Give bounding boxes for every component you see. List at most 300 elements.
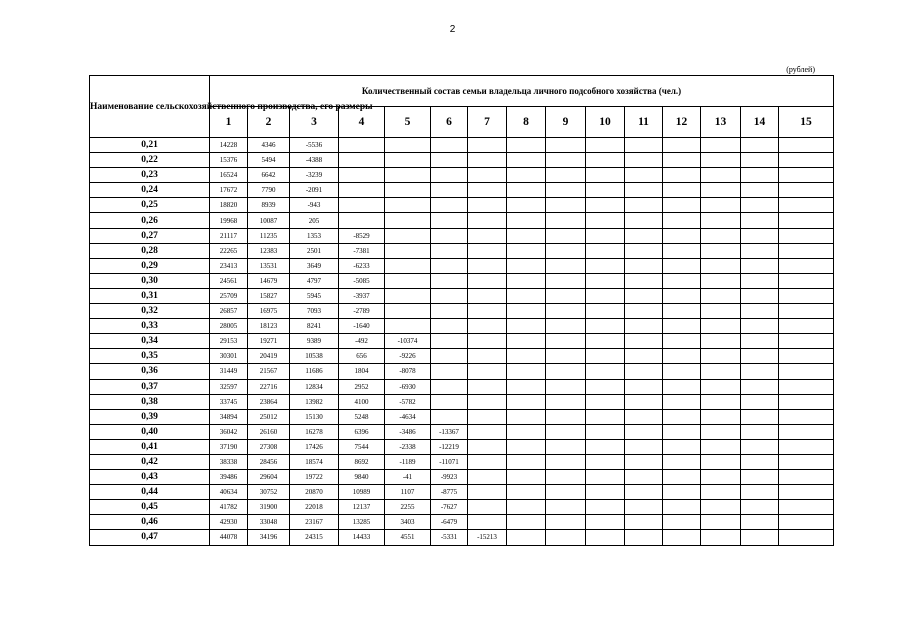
row-label: 0,39 — [90, 409, 210, 424]
table-cell — [779, 454, 834, 469]
table-cell — [779, 394, 834, 409]
table-cell — [625, 485, 663, 500]
table-cell: 18574 — [290, 454, 339, 469]
table-cell — [625, 304, 663, 319]
table-cell — [507, 379, 546, 394]
table-cell — [625, 334, 663, 349]
table-cell: 20419 — [248, 349, 290, 364]
table-cell: 34196 — [248, 530, 290, 545]
table-cell — [701, 243, 741, 258]
table-cell — [663, 500, 701, 515]
column-number-header: 7 — [468, 107, 507, 138]
table-cell — [741, 183, 779, 198]
column-number-header: 9 — [546, 107, 586, 138]
table-cell: 4551 — [385, 530, 431, 545]
table-cell — [663, 515, 701, 530]
table-cell — [663, 288, 701, 303]
row-label: 0,44 — [90, 485, 210, 500]
table-cell — [779, 439, 834, 454]
table-cell: 23413 — [210, 258, 248, 273]
table-cell — [741, 394, 779, 409]
table-cell — [385, 319, 431, 334]
table-cell — [741, 439, 779, 454]
table-cell: 28456 — [248, 454, 290, 469]
table-cell — [663, 409, 701, 424]
table-cell — [741, 243, 779, 258]
table-cell — [663, 213, 701, 228]
table-row — [90, 349, 834, 364]
table-cell — [586, 500, 625, 515]
table-cell: 19271 — [248, 334, 290, 349]
table-cell — [625, 409, 663, 424]
table-cell: -3937 — [339, 288, 385, 303]
table-cell: 44078 — [210, 530, 248, 545]
table-cell: 14228 — [210, 138, 248, 153]
table-cell — [507, 485, 546, 500]
table-cell — [779, 304, 834, 319]
table-cell — [431, 364, 468, 379]
table-cell — [385, 228, 431, 243]
table-cell: 16278 — [290, 424, 339, 439]
table-cell — [431, 213, 468, 228]
table-cell — [507, 258, 546, 273]
table-cell: 7544 — [339, 439, 385, 454]
table-cell — [625, 243, 663, 258]
table-cell — [468, 258, 507, 273]
column-number-header: 10 — [586, 107, 625, 138]
table-cell — [779, 153, 834, 168]
table-cell — [741, 198, 779, 213]
table-cell — [431, 304, 468, 319]
row-label: 0,38 — [90, 394, 210, 409]
table-cell — [586, 454, 625, 469]
table-cell — [741, 424, 779, 439]
table-cell: 18820 — [210, 198, 248, 213]
table-cell: 30752 — [248, 485, 290, 500]
table-cell: -15213 — [468, 530, 507, 545]
table-cell — [701, 470, 741, 485]
table-cell: -3239 — [290, 168, 339, 183]
unit-label: (рублей) — [786, 65, 815, 74]
table-cell — [586, 424, 625, 439]
row-label: 0,33 — [90, 319, 210, 334]
table-cell — [663, 349, 701, 364]
table-row — [90, 168, 834, 183]
table-cell — [546, 500, 586, 515]
table-cell — [385, 168, 431, 183]
table-cell — [701, 379, 741, 394]
table-cell: -5331 — [431, 530, 468, 545]
table-cell — [468, 138, 507, 153]
table-cell — [663, 183, 701, 198]
table-cell: 2952 — [339, 379, 385, 394]
table-cell — [741, 334, 779, 349]
row-label: 0,40 — [90, 424, 210, 439]
table-cell — [701, 198, 741, 213]
table-cell: 24315 — [290, 530, 339, 545]
table-cell — [431, 153, 468, 168]
table-cell: 32597 — [210, 379, 248, 394]
table-cell: 40634 — [210, 485, 248, 500]
table-cell — [431, 138, 468, 153]
table-cell: 205 — [290, 213, 339, 228]
table-cell — [507, 153, 546, 168]
table-cell — [625, 379, 663, 394]
table-cell — [701, 485, 741, 500]
table-cell: 38338 — [210, 454, 248, 469]
name-column-header: Наименование сельскохозяйственного производства, его размеры — [90, 76, 210, 138]
table-cell: 18123 — [248, 319, 290, 334]
table-cell — [431, 168, 468, 183]
table-cell — [701, 394, 741, 409]
table-cell — [468, 334, 507, 349]
table-cell — [625, 439, 663, 454]
table-cell — [546, 530, 586, 545]
table-cell — [741, 364, 779, 379]
table-cell — [546, 198, 586, 213]
table-row — [90, 304, 834, 319]
table-cell — [431, 183, 468, 198]
table-cell — [741, 288, 779, 303]
table-cell: 17426 — [290, 439, 339, 454]
table-cell — [507, 288, 546, 303]
table-cell — [663, 364, 701, 379]
table-cell — [546, 183, 586, 198]
table-cell: 29153 — [210, 334, 248, 349]
table-cell — [663, 439, 701, 454]
row-label: 0,42 — [90, 454, 210, 469]
table-cell — [586, 379, 625, 394]
table-cell — [468, 288, 507, 303]
table-cell — [586, 439, 625, 454]
table-cell: 16524 — [210, 168, 248, 183]
row-label: 0,26 — [90, 213, 210, 228]
table-cell — [779, 243, 834, 258]
table-cell — [431, 349, 468, 364]
table-cell: 15376 — [210, 153, 248, 168]
table-cell — [586, 394, 625, 409]
column-number-header: 12 — [663, 107, 701, 138]
table-cell — [468, 364, 507, 379]
table-cell — [779, 530, 834, 545]
row-label: 0,35 — [90, 349, 210, 364]
table-cell — [663, 394, 701, 409]
table-cell — [546, 334, 586, 349]
row-label: 0,24 — [90, 183, 210, 198]
table-cell: 5494 — [248, 153, 290, 168]
table-cell — [741, 304, 779, 319]
table-cell: 14679 — [248, 273, 290, 288]
table-cell — [663, 198, 701, 213]
table-cell — [701, 183, 741, 198]
table-cell: 14433 — [339, 530, 385, 545]
table-cell — [741, 409, 779, 424]
table-cell — [663, 243, 701, 258]
table-cell: -5536 — [290, 138, 339, 153]
table-cell — [741, 349, 779, 364]
table-cell: 39486 — [210, 470, 248, 485]
table-cell — [431, 334, 468, 349]
column-number-header: 11 — [625, 107, 663, 138]
table-cell — [339, 183, 385, 198]
table-cell — [339, 213, 385, 228]
table-row — [90, 273, 834, 288]
table-cell — [663, 319, 701, 334]
table-cell — [546, 138, 586, 153]
table-cell — [507, 168, 546, 183]
table-cell — [507, 138, 546, 153]
table-cell — [385, 198, 431, 213]
table-cell — [546, 213, 586, 228]
table-cell — [586, 228, 625, 243]
table-cell: -10374 — [385, 334, 431, 349]
table-cell — [741, 379, 779, 394]
table-row — [90, 198, 834, 213]
table-cell — [586, 364, 625, 379]
table-cell — [741, 213, 779, 228]
table-cell — [507, 454, 546, 469]
table-cell — [546, 168, 586, 183]
table-cell: 10989 — [339, 485, 385, 500]
table-cell — [586, 138, 625, 153]
table-cell — [663, 273, 701, 288]
table-cell: 11686 — [290, 364, 339, 379]
table-cell — [663, 304, 701, 319]
table-cell — [701, 424, 741, 439]
table-row — [90, 485, 834, 500]
table-cell — [701, 304, 741, 319]
table-cell — [339, 138, 385, 153]
table-cell: 23167 — [290, 515, 339, 530]
table-cell: 4100 — [339, 394, 385, 409]
table-cell — [663, 470, 701, 485]
table-cell — [431, 273, 468, 288]
table-cell: -492 — [339, 334, 385, 349]
table-row — [90, 138, 834, 153]
table-cell — [468, 319, 507, 334]
table-cell — [546, 394, 586, 409]
table-cell: 20870 — [290, 485, 339, 500]
table-cell — [468, 424, 507, 439]
table-cell — [625, 168, 663, 183]
table-row — [90, 454, 834, 469]
table-row — [90, 500, 834, 515]
table-cell — [741, 168, 779, 183]
table-cell: 6396 — [339, 424, 385, 439]
table-cell: 26857 — [210, 304, 248, 319]
table-cell: 17672 — [210, 183, 248, 198]
table-cell — [701, 334, 741, 349]
table-cell — [625, 198, 663, 213]
row-label: 0,32 — [90, 304, 210, 319]
table-cell: 28005 — [210, 319, 248, 334]
table-cell: 13531 — [248, 258, 290, 273]
table-cell — [701, 153, 741, 168]
table-row — [90, 243, 834, 258]
table-row — [90, 364, 834, 379]
table-cell — [701, 138, 741, 153]
table-cell — [431, 258, 468, 273]
table-cell — [468, 409, 507, 424]
table-cell — [779, 500, 834, 515]
table-cell — [468, 304, 507, 319]
table-cell: -2338 — [385, 439, 431, 454]
table-cell: 5945 — [290, 288, 339, 303]
table-cell: -5085 — [339, 273, 385, 288]
table-cell — [507, 304, 546, 319]
table-cell: 656 — [339, 349, 385, 364]
table-cell — [701, 213, 741, 228]
table-cell: -6930 — [385, 379, 431, 394]
table-cell: 7790 — [248, 183, 290, 198]
table-cell: 31449 — [210, 364, 248, 379]
table-cell — [779, 515, 834, 530]
table-cell: 19968 — [210, 213, 248, 228]
table-cell: -6233 — [339, 258, 385, 273]
table-cell — [468, 439, 507, 454]
table-cell — [507, 424, 546, 439]
table-cell: -1640 — [339, 319, 385, 334]
table-cell — [779, 168, 834, 183]
table-cell: -41 — [385, 470, 431, 485]
table-row — [90, 228, 834, 243]
row-label: 0,29 — [90, 258, 210, 273]
table-cell — [586, 198, 625, 213]
table-cell: -12219 — [431, 439, 468, 454]
group-header: Количественный состав семьи владельца личного подсобного хозяйства (чел.) — [210, 76, 834, 107]
table-cell — [468, 198, 507, 213]
table-cell: 15827 — [248, 288, 290, 303]
table-cell — [507, 228, 546, 243]
table-cell — [468, 153, 507, 168]
column-number-header: 6 — [431, 107, 468, 138]
table-cell — [663, 379, 701, 394]
table-cell: 27308 — [248, 439, 290, 454]
table-cell: 22716 — [248, 379, 290, 394]
table-cell — [468, 213, 507, 228]
table-cell: 41782 — [210, 500, 248, 515]
table-cell — [625, 213, 663, 228]
table-cell: 13982 — [290, 394, 339, 409]
table-cell — [507, 394, 546, 409]
table-cell — [701, 168, 741, 183]
table-cell — [625, 273, 663, 288]
table-cell — [431, 198, 468, 213]
table-cell — [625, 394, 663, 409]
table-cell — [468, 168, 507, 183]
table-cell — [507, 470, 546, 485]
table-cell — [586, 153, 625, 168]
table-cell — [546, 319, 586, 334]
column-number-header: 3 — [290, 107, 339, 138]
table-cell — [431, 379, 468, 394]
table-cell — [779, 379, 834, 394]
table-cell — [625, 364, 663, 379]
column-number-header: 1 — [210, 107, 248, 138]
table-cell: 26160 — [248, 424, 290, 439]
row-label: 0,46 — [90, 515, 210, 530]
table-cell: 42930 — [210, 515, 248, 530]
table-row — [90, 409, 834, 424]
table-cell — [546, 258, 586, 273]
table-cell — [625, 500, 663, 515]
table-cell: 19722 — [290, 470, 339, 485]
table-cell — [546, 288, 586, 303]
table-cell — [546, 409, 586, 424]
table-cell: -4634 — [385, 409, 431, 424]
table-cell — [741, 485, 779, 500]
table-cell — [779, 409, 834, 424]
table-row — [90, 515, 834, 530]
row-label: 0,23 — [90, 168, 210, 183]
table-cell: -7381 — [339, 243, 385, 258]
table-cell — [507, 183, 546, 198]
table-cell — [586, 243, 625, 258]
table-cell — [701, 439, 741, 454]
table-cell — [586, 288, 625, 303]
table-cell — [586, 485, 625, 500]
table-cell — [625, 515, 663, 530]
table-cell — [385, 213, 431, 228]
table-cell — [546, 364, 586, 379]
table-cell — [625, 470, 663, 485]
table-cell: -3486 — [385, 424, 431, 439]
table-cell: 10087 — [248, 213, 290, 228]
table-cell: 8692 — [339, 454, 385, 469]
table-cell: 1353 — [290, 228, 339, 243]
table-cell — [663, 228, 701, 243]
table-cell — [741, 319, 779, 334]
column-number-header: 5 — [385, 107, 431, 138]
table-cell: 34894 — [210, 409, 248, 424]
table-cell — [701, 530, 741, 545]
table-cell — [779, 273, 834, 288]
table-cell — [507, 349, 546, 364]
table-cell: 2255 — [385, 500, 431, 515]
table-cell — [663, 334, 701, 349]
table-row — [90, 258, 834, 273]
table-row — [90, 470, 834, 485]
table-cell: 31900 — [248, 500, 290, 515]
row-label: 0,30 — [90, 273, 210, 288]
table-cell — [779, 198, 834, 213]
table-cell — [586, 168, 625, 183]
table-cell: 9840 — [339, 470, 385, 485]
table-cell — [468, 183, 507, 198]
table-row — [90, 153, 834, 168]
table-cell: -1189 — [385, 454, 431, 469]
table-cell — [779, 334, 834, 349]
table-cell — [586, 515, 625, 530]
table-cell — [431, 243, 468, 258]
table-cell — [741, 228, 779, 243]
table-cell — [779, 424, 834, 439]
table-cell — [468, 394, 507, 409]
table-cell — [507, 409, 546, 424]
row-label: 0,34 — [90, 334, 210, 349]
table-cell — [779, 288, 834, 303]
table-cell — [339, 168, 385, 183]
table-cell — [663, 258, 701, 273]
table-cell: -5782 — [385, 394, 431, 409]
table-cell — [546, 379, 586, 394]
table-cell — [663, 424, 701, 439]
table-cell — [586, 470, 625, 485]
table-cell: -7627 — [431, 500, 468, 515]
table-cell: 22265 — [210, 243, 248, 258]
table-cell — [625, 349, 663, 364]
table-cell: 16975 — [248, 304, 290, 319]
